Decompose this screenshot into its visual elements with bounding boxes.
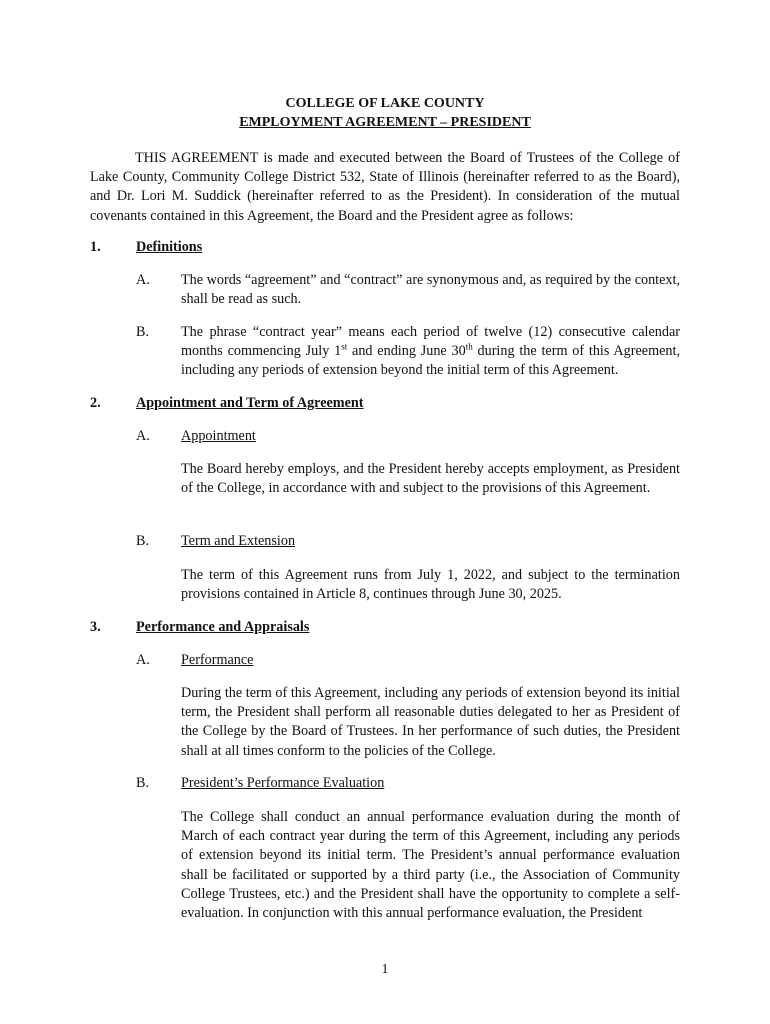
document-subtitle: EMPLOYMENT AGREEMENT – PRESIDENT [239, 115, 531, 130]
section-3-item-b-heading: President’s Performance Evaluation [181, 775, 385, 791]
item-b-text-part1: The phrase “contract year” means each period of twelve (12) consecutive calendar months commencing July 1 [181, 324, 680, 360]
section-3-item-a-letter: A. [136, 652, 150, 668]
section-1-number: 1. [90, 239, 101, 255]
item-b-text-part3: during the term of this Agreement, including any periods of extension beyond the initial term of this Agreement. [181, 343, 680, 379]
section-2-item-b-text: The term of this Agreement runs from July 1, 2022, and subject to the termination provisions contained in Article 8, continues through June 30, 2025. [181, 567, 680, 603]
section-2-item-b-heading: Term and Extension [181, 533, 296, 549]
section-3-item-a-text: During the term of this Agreement, including any periods of extension beyond its initial term, the President shall perform all reasonable duties delegated to her as President of the College by the Board of Trustees. In her performance of such duties, the President shall at all times conform to the policies of the College. [181, 685, 680, 759]
section-1-item-a-text: The words “agreement” and “contract” are synonymous and, as required by the context, shall be read as such. [181, 272, 680, 308]
section-3-title: Performance and Appraisals [136, 619, 310, 635]
intro-paragraph: THIS AGREEMENT is made and executed between the Board of Trustees of the College of Lake County, Community College District 532, State of Illinois (hereinafter referred to as the Board), and Dr. Lori M. Suddick (hereinafter referred to as the President). In consideration of the mutual covenants contained in this Agreement, the Board and the President agree as follows: [90, 150, 680, 224]
section-1-item-b-text [181, 323, 680, 381]
section-3-item-a-heading: Performance [181, 652, 254, 668]
section-2-item-a-text: The Board hereby employs, and the President hereby accepts employment, as President of the College, in accordance with and subject to the provisions of this Agreement. [181, 461, 680, 497]
page-number: 1 [381, 962, 389, 977]
section-3-item-b-letter: B. [136, 775, 150, 791]
section-1-item-a-letter: A. [136, 272, 150, 288]
section-1-title: Definitions [136, 239, 203, 255]
item-b-text-part2: and ending June 30 [347, 343, 466, 360]
section-1-item-b-letter: B. [136, 324, 150, 340]
document-title: COLLEGE OF LAKE COUNTY [285, 96, 485, 111]
section-2-title: Appointment and Term of Agreement [136, 395, 364, 411]
section-3-item-b-text: The College shall conduct an annual performance evaluation during the month of March of each contract year during the term of this Agreement, including any periods of extension beyond its initial term. The President’s annual performance evaluation shall be facilitated or supported by a third party (i.e., the Association of Community College Trustees, etc.) and the President shall have the opportunity to complete a self-evaluation. In conjunction with this annual performance evaluation, the President [181, 809, 680, 922]
section-2-item-a-heading: Appointment [181, 428, 256, 444]
section-3-number: 3. [90, 619, 101, 635]
item-b-superscript-2: th [465, 341, 473, 352]
section-2-item-b-letter: B. [136, 533, 150, 549]
section-2-number: 2. [90, 395, 101, 411]
section-2-item-a-letter: A. [136, 428, 150, 444]
item-b-superscript-1: st [341, 341, 348, 352]
